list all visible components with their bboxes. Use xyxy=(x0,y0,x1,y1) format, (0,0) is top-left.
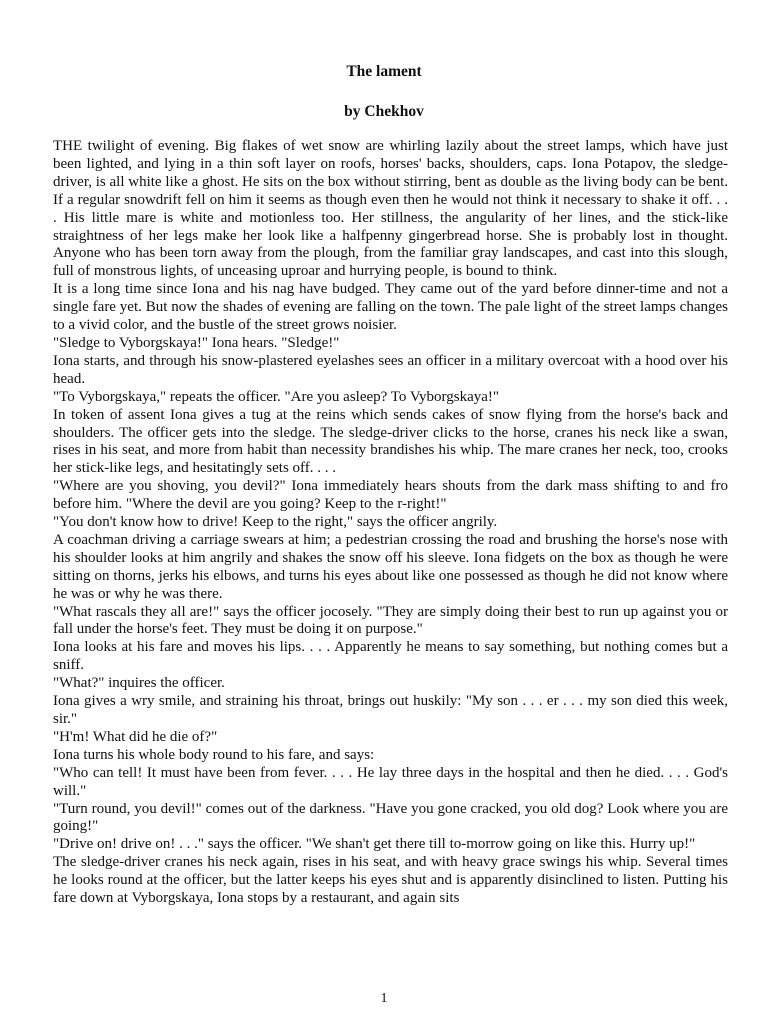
paragraph: "Where are you shoving, you devil?" Iona immediately hears shouts from the dark mass shifting to and fro before him. "Where the devil are you going? Keep to the r-right!" xyxy=(53,478,728,513)
paragraph: Iona starts, and through his snow-plastered eyelashes sees an officer in a military overcoat with a hood over his head. xyxy=(53,352,728,387)
document-author: by Chekhov xyxy=(344,103,424,120)
paragraph: The sledge-driver cranes his neck again, rises in his seat, and with heavy grace swings his whip. Several times he looks round at the officer, but the latter keeps his eyes shut and is apparently disinclined to listen. Putting his fare down at Vyborgskaya, Iona stops by a restaurant, and again sits xyxy=(53,854,728,907)
paragraph: "What rascals they all are!" says the officer jocosely. "They are simply doing their best to run up against you or fall under the horse's feet. They must be doing it on purpose." xyxy=(53,603,728,638)
paragraph: Iona turns his whole body round to his fare, and says: xyxy=(53,746,375,763)
paragraph: "Turn round, you devil!" comes out of the darkness. "Have you gone cracked, you old dog? Look where you are going!" xyxy=(53,800,728,835)
paragraph: THE twilight of evening. Big flakes of wet snow are whirling lazily about the street lamps, which have just been lighted, and lying in a thin soft layer on roofs, horses' backs, shoulders, caps. Iona Potapov, the sledge-driver, is all white like a ghost. He sits on the box without stirring, bent as double as the living body can be bent. If a regular snowdrift fell on him it seems as though even then he would not think it necessary to shake it off. . . . His little mare is white and motionless too. Her stillness, the angularity of her lines, and the stick-like straightness of her legs make her look like a halfpenny gingerbread horse. She is probably lost in thought. Anyone who has been torn away from the plough, from the familiar gray landscapes, and cast into this slough, full of monstrous lights, of unceasing uproar and hurrying people, is bound to think. xyxy=(53,138,728,280)
paragraph: Iona looks at his fare and moves his lips. . . . Apparently he means to say something, but nothing comes but a sniff. xyxy=(53,639,728,674)
paragraph: "Drive on! drive on! . . ." says the officer. "We shan't get there till to-morrow going on like this. Hurry up!" xyxy=(53,836,696,853)
paragraph: Iona gives a wry smile, and straining his throat, brings out huskily: "My son . . . er . . . my son died this week, sir." xyxy=(53,693,728,727)
paragraph: "What?" inquires the officer. xyxy=(53,675,225,692)
paragraph: A coachman driving a carriage swears at him; a pedestrian crossing the road and brushing the horse's nose with his shoulder looks at him angrily and shakes the snow off his sleeve. Iona fidgets on the box as though he were sitting on thorns, jerks his elbows, and turns his eyes about like one possessed as though he did not know where he was or why he was there. xyxy=(53,531,728,602)
paragraph: "You don't know how to drive! Keep to the right," says the officer angrily. xyxy=(53,514,498,531)
document-title: The lament xyxy=(346,63,422,80)
paragraph: "Sledge to Vyborgskaya!" Iona hears. "Sledge!" xyxy=(53,334,340,351)
paragraph: "Who can tell! It must have been from fever. . . . He lay three days in the hospital and then he died. . . . God's will." xyxy=(53,764,728,799)
paragraph: "H'm! What did he die of?" xyxy=(53,728,218,745)
paragraph: "To Vyborgskaya," repeats the officer. "Are you asleep? To Vyborgskaya!" xyxy=(53,388,500,405)
paragraph: It is a long time since Iona and his nag have budged. They came out of the yard before dinner-time and not a single fare yet. But now the shades of evening are falling on the town. The pale light of the street lamps changes to a vivid color, and the bustle of the street grows noisier. xyxy=(53,281,728,334)
document-body xyxy=(53,138,728,908)
paragraph: In token of assent Iona gives a tug at the reins which sends cakes of snow flying from the horse's back and shoulders. The officer gets into the sledge. The sledge-driver clicks to the horse, cranes his neck like a swan, rises in his seat, and more from habit than necessity brandishes his whip. The mare cranes her neck, too, crooks her stick-like legs, and hesitatingly sets off. . . . xyxy=(53,406,728,477)
page-number: 1 xyxy=(380,991,388,1006)
